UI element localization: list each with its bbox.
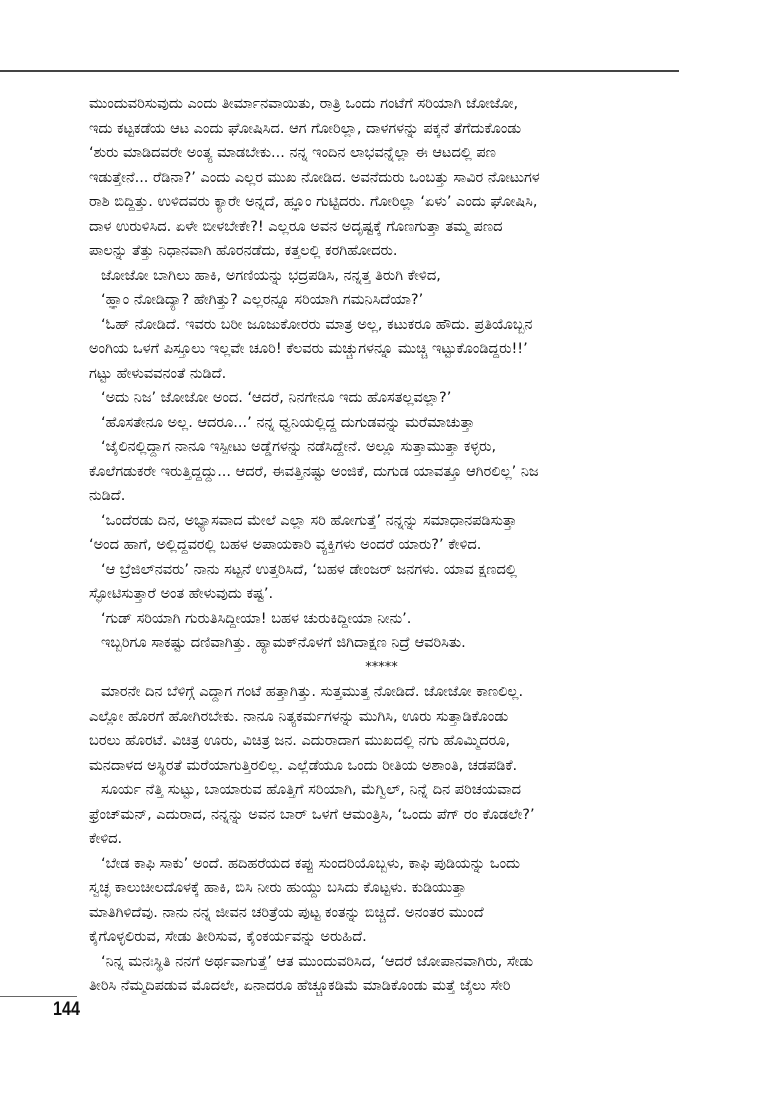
text-line: ‘ಶುರು ಮಾಡಿದವರೇ ಅಂತ್ಯ ಮಾಡಬೇಕು... ನನ್ನ ಇಂದಿನ ಲಾಭವನ್ನೆಲ್ಲಾ ಈ ಆಟದಲ್ಲಿ ಪಣ — [89, 145, 496, 161]
footer-rule — [0, 996, 77, 997]
text-line: ಗಟ್ಟು ಹೇಳುವವನಂತೆ ನುಡಿದೆ. — [89, 365, 227, 382]
text-line: ನುಡಿದೆ. — [89, 488, 126, 504]
text-line: ಮಾರನೇ ದಿನ ಬೆಳಿಗ್ಗೆ ಎದ್ದಾಗ ಗಂಟೆ ಹತ್ತಾಗಿತ್ತು. ಸುತ್ತಮುತ್ತ ನೋಡಿದೆ. ಜೋಜೋ ಕಾಣಲಿಲ್ಲ. — [101, 684, 524, 700]
text-line: ‘ನಿನ್ನ ಮನಃಸ್ಥಿತಿ ನನಗೆ ಅರ್ಥವಾಗುತ್ತೆ’ ಆತ ಮುಂದುವರಿಸಿದ, ‘ಆದರೆ ಜೋಪಾನವಾಗಿರು, ಸೇಡು — [101, 953, 534, 970]
page-body — [89, 92, 674, 999]
text-line: ಪಾಲನ್ನು ತೆತ್ತು ನಿಧಾನವಾಗಿ ಹೊರನಡೆದು, ಕತ್ತಲಲ್ಲಿ ಕರಗಿಹೋದರು. — [89, 243, 398, 259]
text-line: ‘ಹೊಸತೇನೂ ಅಲ್ಲ. ಆದರೂ...’ ನನ್ನ ಧ್ವನಿಯಲ್ಲಿದ್ದ ದುಗುಡವನ್ನು ಮರೆಮಾಚುತ್ತಾ — [101, 414, 475, 431]
header-rule — [0, 70, 679, 72]
text-line: ಜೋಜೋ ಬಾಗಿಲು ಹಾಕಿ, ಅಗಣಿಯನ್ನು ಭದ್ರಪಡಿಸಿ, ನನ್ನತ್ತ ತಿರುಗಿ ಕೇಳಿದ, — [101, 267, 441, 284]
text-line: ‘ಜೈಲಿನಲ್ಲಿದ್ದಾಗ ನಾನೂ ಇಸ್ಪೀಟು ಅಡ್ಡೆಗಳನ್ನು ನಡೆಸಿದ್ದೇನೆ. ಅಲ್ಲೂ ಸುತ್ತಾಮುತ್ತಾ ಕಳ್ಳರು, — [101, 439, 497, 455]
text-line: ‘ಅಂದ ಹಾಗೆ, ಅಲ್ಲಿದ್ದವರಲ್ಲಿ ಬಹಳ ಅಪಾಯಕಾರಿ ವ್ಯಕ್ತಿಗಳು ಅಂದರೆ ಯಾರು?’ ಕೇಳಿದ. — [89, 537, 482, 553]
text-line: ‘ಆ ಬ್ರೆಜಿಲ್‌ನವರು’ ನಾನು ಸಟ್ಟನೆ ಉತ್ತರಿಸಿದೆ, ‘ಬಹಳ ಡೇಂಜರ್ ಜನಗಳು. ಯಾವ ಕ್ಷಣದಲ್ಲಿ — [101, 561, 517, 578]
text-line: ದಾಳ ಉರುಳಿಸಿದ. ಏಳೇ ಬೀಳಬೇಕೇ?! ಎಲ್ಲರೂ ಅವನ ಅದೃಷ್ಟಕ್ಕೆ ಗೊಣಗುತ್ತಾ ತಮ್ಮ ಪಣದ — [89, 218, 503, 235]
text-line: ಇದು ಕಟ್ಟಕಡೆಯ ಆಟ ಎಂದು ಘೋಷಿಸಿದ. ಆಗ ಗೋರಿಲ್ಲಾ, ದಾಳಗಳನ್ನು ಪಕ್ಕನೆ ತೆಗೆದುಕೊಂಡು — [89, 120, 522, 137]
text-line: ಸೂರ್ಯ ನೆತ್ತಿ ಸುಟ್ಟು, ಬಾಯಾರುವ ಹೊತ್ತಿಗೆ ಸರಿಯಾಗಿ, ಮೆಗ್ವಿಲ್, ನಿನ್ನೆ ದಿನ ಪರಿಚಯವಾದ — [101, 782, 521, 798]
text-line: ಮನದಾಳದ ಅಸ್ಥಿರತೆ ಮರೆಯಾಗುತ್ತಿರಲಿಲ್ಲ. ಎಲ್ಲೆಡೆಯೂ ಒಂದು ರೀತಿಯ ಅಶಾಂತಿ, ಚಡಪಡಿಕೆ. — [89, 757, 518, 774]
text-line: ಕೈಗೊಳ್ಳಲಿರುವ, ಸೇಡು ತೀರಿಸುವ, ಕೈಂಕರ್ಯವನ್ನು ಅರುಹಿದೆ. — [89, 929, 367, 945]
text-line: ಸ್ಫೋಟಿಸುತ್ತಾರೆ ಅಂತ ಹೇಳುವುದು ಕಷ್ಟ’. — [89, 586, 274, 602]
text-line: ಇಬ್ಬರಿಗೂ ಸಾಕಷ್ಟು ದಣಿವಾಗಿತ್ತು. ಹ್ಯಾಮಕ್‌ನೊಳಗೆ ಜಿಗಿದಾಕ್ಷಣ ನಿದ್ರೆ ಆವರಿಸಿತು. — [101, 635, 466, 651]
text-line: ಮುಂದುವರಿಸುವುದು ಎಂದು ತೀರ್ಮಾನವಾಯಿತು, ರಾತ್ರಿ ಒಂದು ಗಂಟೆಗೆ ಸರಿಯಾಗಿ ಜೋಜೋ, — [89, 96, 519, 112]
text-line: ಅಂಗಿಯ ಒಳಗೆ ಪಿಸ್ತೂಲು ಇಲ್ಲವೇ ಚೂರಿ! ಕೆಲವರು ಮಚ್ಚುಗಳನ್ನೂ ಮುಚ್ಚಿ ಇಟ್ಟುಕೊಂಡಿದ್ದರು!!’ — [89, 341, 528, 357]
text-line: ತೀರಿಸಿ ನೆಮ್ಮದಿಪಡುವ ಮೊದಲೇ, ಏನಾದರೂ ಹೆಚ್ಚೂಕಡಿಮೆ ಮಾಡಿಕೊಂಡು ಮತ್ತೆ ಜೈಲು ಸೇರಿ — [89, 978, 511, 994]
text-line: ಬರಲು ಹೊರಟೆ. ವಿಚಿತ್ರ ಊರು, ವಿಚಿತ್ರ ಜನ. ಎದುರಾದಾಗ ಮುಖದಲ್ಲಿ ನಗು ಹೊಮ್ಮಿದರೂ, — [89, 733, 511, 749]
text-line: ‘ಗುಡ್ ಸರಿಯಾಗಿ ಗುರುತಿಸಿದ್ದೀಯಾ! ಬಹಳ ಚುರುಕಿದ್ದೀಯಾ ನೀನು’. — [101, 610, 412, 627]
text-line: ಫ್ರೆಂಚ್‌ಮನ್, ಎದುರಾದ, ನನ್ನನ್ನು ಅವನ ಬಾರ್ ಒಳಗೆ ಆಮಂತ್ರಿಸಿ, ‘ಒಂದು ಪೆಗ್ ರಂ ಕೊಡಲೇ?’ — [89, 806, 535, 823]
text-line: ಮಾತಿಗಿಳಿದೆವು. ನಾನು ನನ್ನ ಜೀವನ ಚರಿತ್ರೆಯ ಪುಟ್ಟ ಕಂತನ್ನು ಬಿಚ್ಚಿದೆ. ಅನಂತರ ಮುಂದೆ — [89, 904, 484, 921]
text-line: ಎಲ್ಲೋ ಹೊರಗೆ ಹೋಗಿರಬೇಕು. ನಾನೂ ನಿತ್ಯಕರ್ಮಗಳನ್ನು ಮುಗಿಸಿ, ಊರು ಸುತ್ತಾಡಿಕೊಂಡು — [89, 708, 509, 725]
text-line: ಸ್ವಚ್ಛ ಕಾಲುಚೀಲದೊಳಕ್ಕೆ ಹಾಕಿ, ಬಿಸಿ ನೀರು ಹುಯ್ದು ಬಸಿದು ಕೊಟ್ಟಳು. ಕುಡಿಯುತ್ತಾ — [89, 880, 467, 896]
text-line: ಕೊಲೆಗಡುಕರೇ ಇರುತ್ತಿದ್ದದ್ದು... ಆದರೆ, ಈವತ್ತಿನಷ್ಟು ಅಂಜಿಕೆ, ದುಗುಡ ಯಾವತ್ತೂ ಆಗಿರಲಿಲ್ಲ’ ನಿಜ — [89, 463, 539, 480]
text-line: ಕೇಳಿದ. — [89, 831, 123, 847]
text-line: ‘ಹ್ಞಾಂ ನೋಡಿದ್ಯಾ? ಹೇಗಿತ್ತು? ಎಲ್ಲರನ್ನೂ ಸರಿಯಾಗಿ ಗಮನಿಸಿದೆಯಾ?’ — [101, 292, 424, 308]
text-line: ‘ಒಂದೆರಡು ದಿನ, ಅಭ್ಯಾಸವಾದ ಮೇಲೆ ಎಲ್ಲಾ ಸರಿ ಹೋಗುತ್ತೆ’ ನನ್ನನ್ನು ಸಮಾಧಾನಪಡಿಸುತ್ತಾ — [101, 512, 517, 529]
text-line: ‘ಅದು ನಿಜ’ ಜೋಜೋ ಅಂದ. ‘ಆದರೆ, ನಿನಗೇನೂ ಇದು ಹೊಸತಲ್ಲವಲ್ಲಾ?’ — [101, 390, 452, 406]
text-line: ರಾಶಿ ಬಿದ್ದಿತ್ತು. ಉಳಿದವರು ಕ್ಯಾರೇ ಅನ್ನದೆ, ಹ್ಞೂಂ ಗುಟ್ಟಿದರು. ಗೋರಿಲ್ಲಾ ‘ಏಳು’ ಎಂದು ಘೋಷಿಸಿ, — [89, 194, 538, 210]
section-separator: ***** — [365, 659, 398, 675]
text-line: ‘ಬೇಡ ಕಾಫಿ ಸಾಕು’ ಅಂದೆ. ಹದಿಹರೆಯದ ಕಪ್ಪು ಸುಂದರಿಯೊಬ್ಬಳು, ಕಾಫಿ ಪುಡಿಯನ್ನು ಒಂದು — [101, 855, 521, 872]
page-number: 144 — [53, 999, 80, 1020]
text-line: ಇಡುತ್ತೇನೆ... ರೆಡಿನಾ?’ ಎಂದು ಎಲ್ಲರ ಮುಖ ನೋಡಿದ. ಅವನೆದುರು ಒಂಬತ್ತು ಸಾವಿರ ನೋಟುಗಳ — [89, 169, 540, 186]
text-line: ‘ಓಹ್ ನೋಡಿದೆ. ಇವರು ಬರೀ ಜೂಜುಕೋರರು ಮಾತ್ರ ಅಲ್ಲ, ಕಟುಕರೂ ಹೌದು. ಪ್ರತಿಯೊಬ್ಬನ — [101, 316, 533, 333]
